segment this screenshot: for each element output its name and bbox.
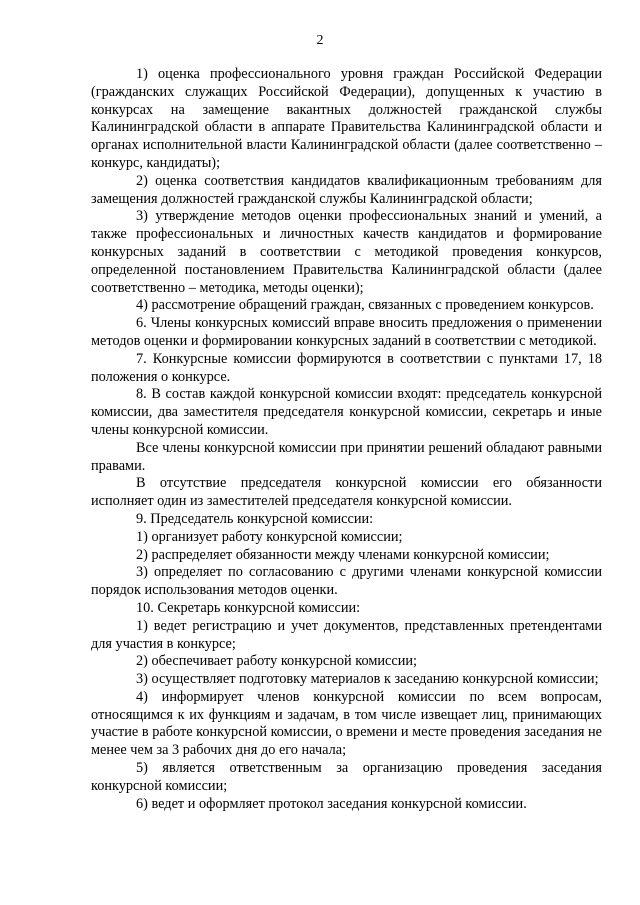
paragraph: 5) является ответственным за организацию проведения заседания конкурсной комиссии; [91,760,602,794]
document-body [91,66,602,813]
paragraph: 2) обеспечивает работу конкурсной комиссии; [136,653,418,670]
paragraph: 3) утверждение методов оценки профессиональных знаний и умений, а также профессиональных и личностных качеств кандидатов и формирование конкурсных заданий в соответствии с методикой проведения конкурсов, определенной постановлением Правительства Калининградской области (далее соответственно – методика, методы оценки); [91,208,602,296]
paragraph: 7. Конкурсные комиссии формируются в соответствии с пунктами 17, 18 положения о конкурсе. [91,350,602,385]
paragraph: 4) рассмотрение обращений граждан, связанных с проведением конкурсов. [136,297,594,314]
paragraph: 6) ведет и оформляет протокол заседания конкурсной комиссии. [136,795,527,812]
page-number: 2 [316,33,324,48]
paragraph: 3) осуществляет подготовку материалов к заседанию конкурсной комиссии; [136,671,599,688]
paragraph: 8. В состав каждой конкурсной комиссии входят: председатель конкурсной комиссии, два заместителя председателя конкурсной комиссии, секретарь и иные члены конкурсной комиссии. [91,386,602,438]
paragraph: 1) ведет регистрацию и учет документов, представленных претендентами для участия в конкурсе; [91,617,602,652]
paragraph: 6. Члены конкурсных комиссий вправе вносить предложения о применении методов оценки и формировании конкурсных заданий в соответствии с методикой. [91,315,602,349]
paragraph: 2) оценка соответствия кандидатов квалификационным требованиям для замещения должностей гражданской службы Калининградской области; [91,172,602,207]
paragraph: 3) определяет по согласованию с другими членами конкурсной комиссии порядок использования методов оценки. [91,564,602,599]
paragraph: 1) организует работу конкурсной комиссии; [136,528,403,545]
paragraph: 4) информирует членов конкурсной комиссии по всем вопросам, относящимся к их функциям и задачам, в том числе извещает лиц, принимающих участие в работе конкурсной комиссии, о времени и месте проведения заседания не менее чем за 3 рабочих дня до его начала; [91,688,602,759]
paragraph: 10. Секретарь конкурсной комиссии: [136,599,361,616]
paragraph: В отсутствие председателя конкурсной комиссии его обязанности исполняет один из заместителей председателя конкурсной комиссии. [91,475,602,510]
paragraph: 2) распределяет обязанности между членами конкурсной комиссии; [136,546,550,563]
paragraph: 9. Председатель конкурсной комиссии: [136,510,374,527]
paragraph: Все члены конкурсной комиссии при принятии решений обладают равными правами. [91,439,602,474]
paragraph: 1) оценка профессионального уровня граждан Российской Федерации (гражданских служащих Российской Федерации), допущенных к участию в конкурсах на замещение вакантных должностей гражданской службы Калининградской области в аппарате Правительства Калининградской области и органах исполнительной власти Калининградской области (далее соответственно – конкурс, кандидаты); [91,66,602,171]
